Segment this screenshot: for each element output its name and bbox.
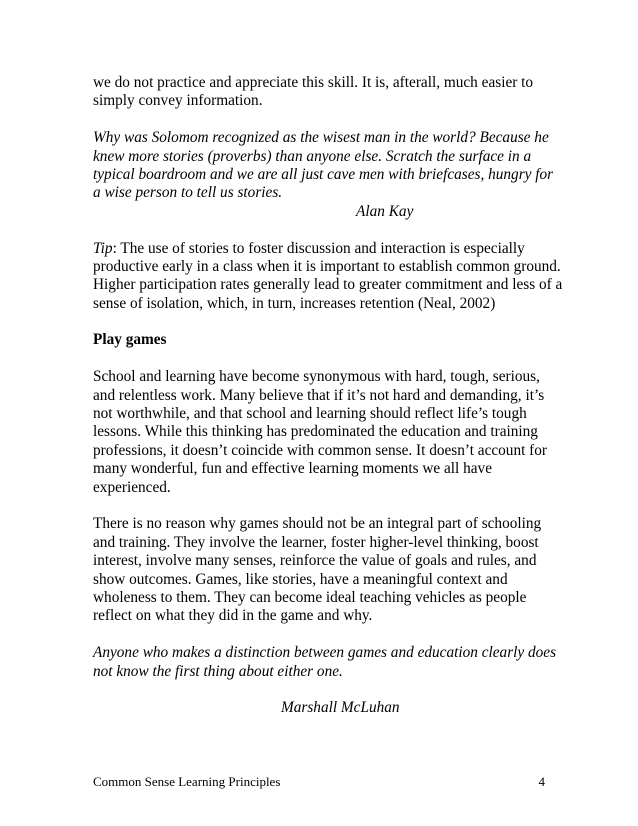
section-heading-play-games [93, 331, 553, 349]
text-line: not worthwhile, and that school and learning should reflect life’s tough [93, 405, 527, 423]
text-line [93, 240, 553, 258]
quote-attribution [93, 699, 553, 717]
quote-alan-kay [93, 129, 553, 203]
text-line: experienced. [93, 478, 171, 496]
tip-first-line: : The use of stories to foster discussion and interaction is especially [112, 239, 525, 257]
page-number: 4 [538, 774, 545, 789]
text-line: School and learning have become synonymous with hard, tough, serious, [93, 368, 540, 386]
text-line: many wonderful, fun and effective learning moments we all have [93, 460, 492, 478]
page-body [93, 74, 563, 736]
quote-line: typical boardroom and we are all just cave men with briefcases, hungry for [93, 165, 554, 183]
text-line: reflect on what they did in the game and why. [93, 607, 373, 625]
text-line: wholeness to them. They can become ideal teaching vehicles as people [93, 588, 527, 606]
quote-attribution [93, 203, 553, 221]
text-line: interest, involve many senses, reinforce the value of goals and rules, and [93, 552, 537, 570]
quote-line: Anyone who makes a distinction between games and education clearly does [93, 644, 557, 662]
text-line: Higher participation rates generally lead to greater commitment and less of a [93, 276, 563, 294]
quote-line: knew more stories (proverbs) than anyone else. Scratch the surface in a [93, 147, 532, 165]
text-line: productive early in a class when it is important to establish common ground. [93, 257, 561, 275]
paragraph-games [93, 515, 553, 625]
quote-line: a wise person to tell us stories. [93, 184, 283, 202]
text-line: and relentless work. Many believe that if it’s not hard and demanding, it’s [93, 386, 545, 404]
paragraph-school-learning [93, 368, 553, 497]
attribution-marshall-mcluhan: Marshall McLuhan [281, 699, 400, 717]
heading-text: Play games [93, 331, 167, 349]
quote-mcluhan [93, 644, 557, 681]
text-line: There is no reason why games should not be an integral part of schooling [93, 515, 542, 533]
quote-line: Why was Solomom recognized as the wisest man in the world? Because he [93, 129, 549, 147]
text-line: simply convey information. [93, 92, 263, 110]
attribution-alan-kay: Alan Kay [356, 202, 414, 220]
paragraph-continuation [93, 74, 553, 111]
tip-paragraph [93, 239, 563, 314]
footer-title: Common Sense Learning Principles [93, 774, 281, 789]
text-line: sense of isolation, which, in turn, increases retention (Neal, 2002) [93, 294, 496, 312]
text-line: we do not practice and appreciate this skill. It is, afterall, much easier to [93, 74, 534, 91]
tip-label: Tip [93, 239, 113, 257]
text-line: lessons. While this thinking has predominated the education and training [93, 423, 538, 441]
text-line: professions, it doesn’t coincide with common sense. It doesn’t account for [93, 441, 547, 459]
text-line: show outcomes. Games, like stories, have a meaningful context and [93, 570, 508, 588]
quote-line: not know the first thing about either one. [93, 662, 343, 680]
text-line: and training. They involve the learner, foster higher-level thinking, boost [93, 533, 539, 551]
